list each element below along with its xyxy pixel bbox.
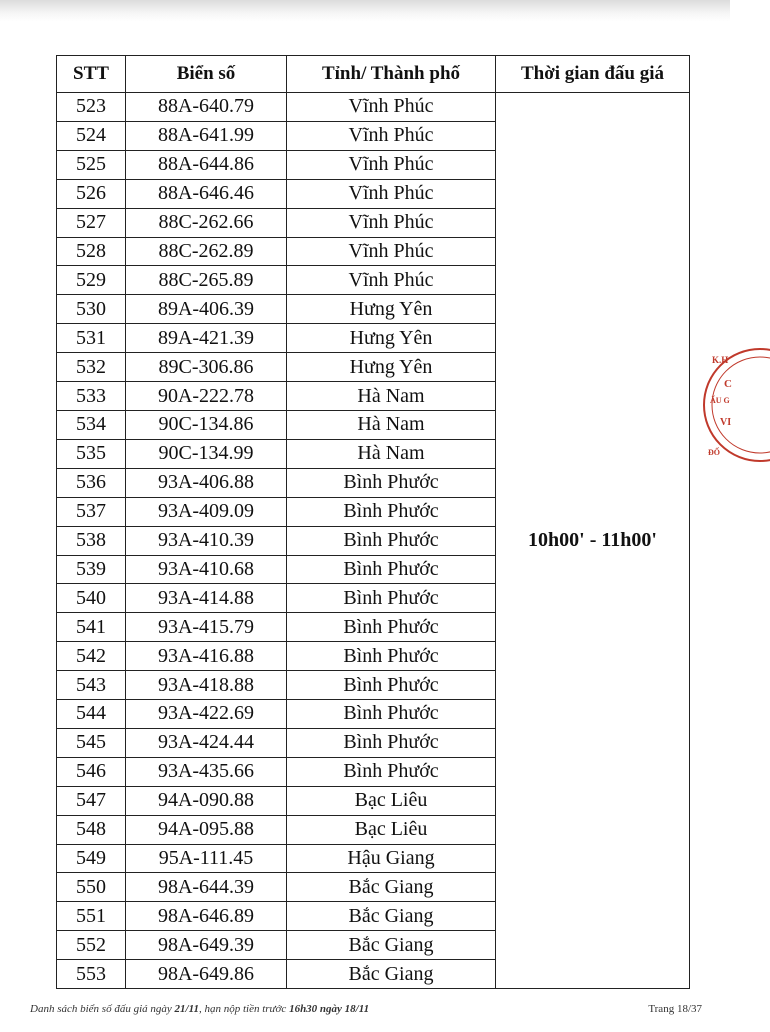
row-province: Bình Phước bbox=[287, 700, 496, 729]
row-plate: 93A-409.09 bbox=[126, 497, 287, 526]
row-plate: 88A-640.79 bbox=[126, 93, 287, 122]
row-province: Bình Phước bbox=[287, 671, 496, 700]
table-row bbox=[57, 93, 690, 122]
row-plate: 93A-435.66 bbox=[126, 757, 287, 786]
row-plate: 93A-410.68 bbox=[126, 555, 287, 584]
svg-text:ẤU G: ẤU G bbox=[710, 396, 730, 405]
page-number: Trang 18/37 bbox=[648, 1003, 702, 1015]
row-plate: 88C-262.66 bbox=[126, 208, 287, 237]
row-plate: 98A-649.86 bbox=[126, 960, 287, 989]
row-stt: 552 bbox=[57, 931, 126, 960]
row-province: Bình Phước bbox=[287, 555, 496, 584]
row-province: Bình Phước bbox=[287, 497, 496, 526]
row-stt: 537 bbox=[57, 497, 126, 526]
row-plate: 98A-649.39 bbox=[126, 931, 287, 960]
row-province: Vĩnh Phúc bbox=[287, 93, 496, 122]
row-stt: 553 bbox=[57, 960, 126, 989]
row-province: Bình Phước bbox=[287, 757, 496, 786]
row-stt: 532 bbox=[57, 353, 126, 382]
row-province: Hưng Yên bbox=[287, 295, 496, 324]
row-stt: 536 bbox=[57, 468, 126, 497]
auction-time-cell: 10h00' - 11h00' bbox=[496, 93, 690, 989]
row-plate: 95A-111.45 bbox=[126, 844, 287, 873]
header-plate: Biển số bbox=[126, 56, 287, 93]
row-stt: 544 bbox=[57, 700, 126, 729]
table-header-row bbox=[57, 56, 690, 93]
footer-note-prefix: Danh sách biển số đấu giá ngày bbox=[30, 1003, 172, 1015]
row-stt: 530 bbox=[57, 295, 126, 324]
row-plate: 93A-415.79 bbox=[126, 613, 287, 642]
row-plate: 94A-090.88 bbox=[126, 786, 287, 815]
row-province: Vĩnh Phúc bbox=[287, 208, 496, 237]
header-auction-time: Thời gian đấu giá bbox=[496, 56, 690, 93]
row-stt: 543 bbox=[57, 671, 126, 700]
row-province: Bình Phước bbox=[287, 584, 496, 613]
row-province: Hà Nam bbox=[287, 410, 496, 439]
row-plate: 88C-265.89 bbox=[126, 266, 287, 295]
row-plate: 88A-644.86 bbox=[126, 150, 287, 179]
row-stt: 549 bbox=[57, 844, 126, 873]
row-province: Bắc Giang bbox=[287, 931, 496, 960]
row-plate: 90A-222.78 bbox=[126, 382, 287, 411]
row-province: Bắc Giang bbox=[287, 960, 496, 989]
row-province: Vĩnh Phúc bbox=[287, 150, 496, 179]
header-stt: STT bbox=[57, 56, 126, 93]
row-plate: 93A-406.88 bbox=[126, 468, 287, 497]
row-stt: 533 bbox=[57, 382, 126, 411]
footer-note-deadline: 16h30 ngày 18/11 bbox=[289, 1003, 370, 1015]
row-stt: 524 bbox=[57, 121, 126, 150]
scan-top-strip bbox=[0, 0, 730, 22]
row-stt: 523 bbox=[57, 93, 126, 122]
row-stt: 547 bbox=[57, 786, 126, 815]
row-plate: 93A-422.69 bbox=[126, 700, 287, 729]
row-plate: 89C-306.86 bbox=[126, 353, 287, 382]
row-stt: 551 bbox=[57, 902, 126, 931]
row-province: Vĩnh Phúc bbox=[287, 237, 496, 266]
footer-note bbox=[30, 1003, 369, 1015]
svg-text:VI: VI bbox=[720, 417, 732, 428]
row-plate: 88A-646.46 bbox=[126, 179, 287, 208]
row-plate: 88C-262.89 bbox=[126, 237, 287, 266]
row-province: Vĩnh Phúc bbox=[287, 121, 496, 150]
svg-text:C: C bbox=[724, 378, 732, 390]
row-plate: 98A-644.39 bbox=[126, 873, 287, 902]
row-plate: 93A-414.88 bbox=[126, 584, 287, 613]
row-province: Bắc Giang bbox=[287, 902, 496, 931]
row-stt: 542 bbox=[57, 642, 126, 671]
row-province: Bình Phước bbox=[287, 728, 496, 757]
row-province: Bắc Giang bbox=[287, 873, 496, 902]
row-province: Hậu Giang bbox=[287, 844, 496, 873]
row-plate: 93A-418.88 bbox=[126, 671, 287, 700]
header-province: Tỉnh/ Thành phố bbox=[287, 56, 496, 93]
row-stt: 541 bbox=[57, 613, 126, 642]
row-province: Bạc Liêu bbox=[287, 786, 496, 815]
auction-table bbox=[56, 55, 690, 989]
row-stt: 531 bbox=[57, 324, 126, 353]
red-seal-stamp bbox=[700, 335, 770, 475]
row-plate: 94A-095.88 bbox=[126, 815, 287, 844]
svg-text:ĐỐ: ĐỐ bbox=[708, 448, 720, 457]
row-stt: 527 bbox=[57, 208, 126, 237]
row-plate: 93A-410.39 bbox=[126, 526, 287, 555]
row-plate: 93A-416.88 bbox=[126, 642, 287, 671]
row-province: Bình Phước bbox=[287, 642, 496, 671]
row-plate: 89A-406.39 bbox=[126, 295, 287, 324]
row-stt: 534 bbox=[57, 410, 126, 439]
row-province: Hưng Yên bbox=[287, 324, 496, 353]
row-province: Hưng Yên bbox=[287, 353, 496, 382]
row-stt: 526 bbox=[57, 179, 126, 208]
row-province: Hà Nam bbox=[287, 439, 496, 468]
row-province: Bạc Liêu bbox=[287, 815, 496, 844]
row-plate: 98A-646.89 bbox=[126, 902, 287, 931]
row-province: Vĩnh Phúc bbox=[287, 266, 496, 295]
row-plate: 90C-134.99 bbox=[126, 439, 287, 468]
row-province: Bình Phước bbox=[287, 613, 496, 642]
row-province: Vĩnh Phúc bbox=[287, 179, 496, 208]
row-stt: 540 bbox=[57, 584, 126, 613]
row-plate: 88A-641.99 bbox=[126, 121, 287, 150]
row-plate: 93A-424.44 bbox=[126, 728, 287, 757]
row-stt: 539 bbox=[57, 555, 126, 584]
svg-text:K.H: K.H bbox=[712, 355, 729, 365]
row-stt: 550 bbox=[57, 873, 126, 902]
row-stt: 538 bbox=[57, 526, 126, 555]
row-stt: 545 bbox=[57, 728, 126, 757]
footer-note-date: 21/11 bbox=[174, 1003, 199, 1015]
row-plate: 90C-134.86 bbox=[126, 410, 287, 439]
row-stt: 525 bbox=[57, 150, 126, 179]
row-stt: 529 bbox=[57, 266, 126, 295]
row-plate: 89A-421.39 bbox=[126, 324, 287, 353]
footer-note-middle: , hạn nộp tiền trước bbox=[198, 1003, 287, 1015]
row-province: Hà Nam bbox=[287, 382, 496, 411]
row-stt: 548 bbox=[57, 815, 126, 844]
table-body bbox=[57, 93, 690, 989]
row-province: Bình Phước bbox=[287, 526, 496, 555]
row-stt: 535 bbox=[57, 439, 126, 468]
row-province: Bình Phước bbox=[287, 468, 496, 497]
row-stt: 546 bbox=[57, 757, 126, 786]
row-stt: 528 bbox=[57, 237, 126, 266]
